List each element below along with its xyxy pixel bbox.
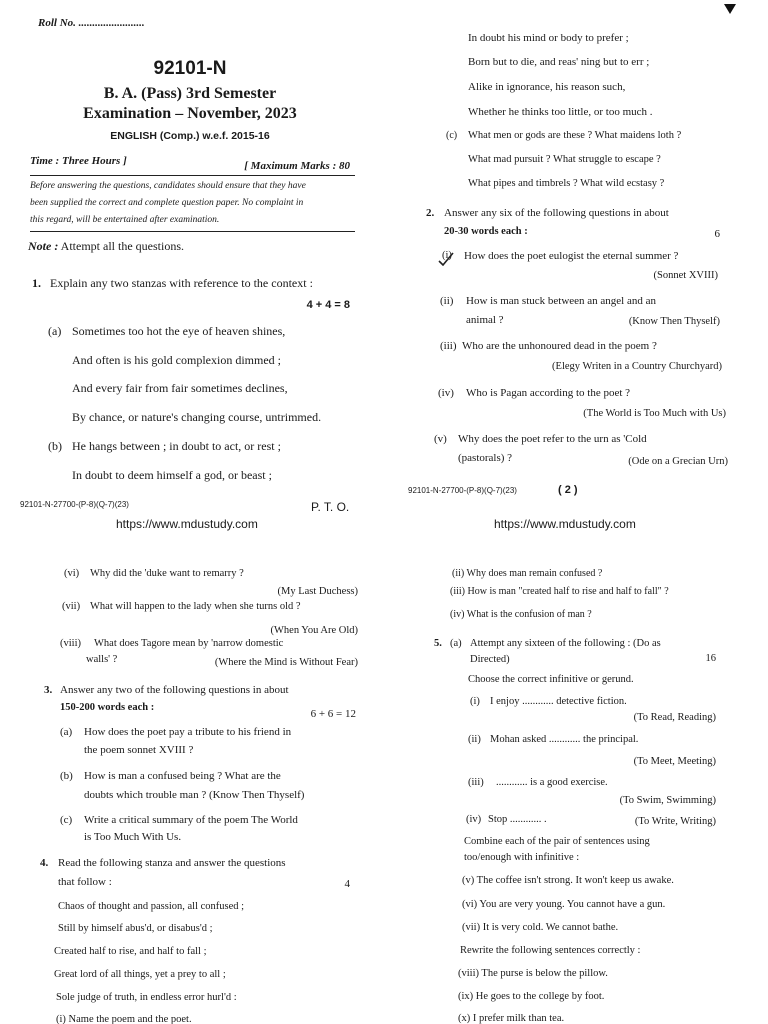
- q2-v-text-2: (pastorals) ?: [458, 452, 513, 464]
- q1-c-line-1: What men or gods are these ? What maidens loth ?: [468, 130, 682, 141]
- q2-ii-label: (ii): [440, 295, 454, 307]
- q3-c-label: (c): [60, 814, 73, 826]
- q5-viii: (viii) The purse is below the pillow.: [458, 968, 608, 979]
- header-rule-bottom: [30, 231, 355, 232]
- q1-a-line-2: And often is his gold complexion dimmed ;: [72, 353, 281, 367]
- q1-c-line-2: What mad pursuit ? What struggle to escape ?: [468, 154, 661, 165]
- q1-b-line-3: In doubt his mind or body to prefer ;: [468, 32, 629, 44]
- q1-number: 1.: [32, 276, 41, 290]
- q3-b-text-1: How is man a confused being ? What are the: [84, 770, 281, 782]
- instruction-line-2: been supplied the correct and complete question paper. No complaint in: [30, 198, 304, 208]
- q1-b-line-2: In doubt to deem himself a god, or beast ;: [72, 468, 272, 482]
- q5-vii: (vii) It is very cold. We cannot bathe.: [462, 922, 619, 933]
- note-label: Note :: [28, 239, 59, 253]
- q5-i-text: I enjoy ............ detective fiction.: [490, 696, 627, 707]
- q4-sub-i: (i) Name the poem and the poet.: [56, 1014, 192, 1024]
- q2-iv-label: (iv): [438, 387, 454, 399]
- q1-b-line-1: He hangs between ; in doubt to act, or rest ;: [72, 439, 281, 453]
- q2-vii-ref: (When You Are Old): [270, 625, 358, 636]
- q2-ii-ref: (Know Then Thyself): [628, 316, 720, 327]
- q3-a-text-1: How does the poet pay a tribute to his friend in: [84, 726, 292, 738]
- q4-text-1: Read the following stanza and answer the questions: [58, 857, 286, 869]
- max-marks: [ Maximum Marks : 80: [244, 160, 350, 172]
- q4-sub-ii: (ii) Why does man remain confused ?: [452, 568, 603, 579]
- footer-url-right: https://www.mdustudy.com: [494, 517, 636, 531]
- q5-iii-options: (To Swim, Swimming): [619, 795, 716, 806]
- q4-sub-iv: (iv) What is the confusion of man ?: [450, 609, 592, 620]
- q2-iv-ref: (The World is Too Much with Us): [583, 408, 726, 419]
- q5-i-options: (To Read, Reading): [633, 712, 716, 723]
- q4-line-5: Sole judge of truth, in endless error hurl'd :: [56, 992, 237, 1003]
- q5-ii-options: (To Meet, Meeting): [633, 756, 716, 767]
- q2-number: 2.: [426, 207, 435, 219]
- q3-marks: 6 + 6 = 12: [310, 708, 356, 720]
- q2-iii-text: Who are the unhonoured dead in the poem ?: [462, 340, 657, 352]
- q5-ii-text: Mohan asked ............ the principal.: [490, 734, 639, 745]
- q2-text-1: Answer any six of the following questions in about: [444, 207, 669, 219]
- footer-code-right: 92101-N-27700-(P-8)(Q-7)(23): [408, 486, 517, 495]
- q2-iv-text: Who is Pagan according to the poet ?: [466, 387, 631, 399]
- q1-a-line-3: And every fair from fair sometimes declines,: [72, 381, 288, 395]
- subject-title: ENGLISH (Comp.) w.e.f. 2015-16: [110, 130, 270, 142]
- q5-instruction-2b: too/enough with infinitive :: [464, 852, 580, 863]
- course-title: B. A. (Pass) 3rd Semester: [103, 85, 277, 102]
- q2-iii-label: (iii): [440, 340, 457, 352]
- q1-a-label: (a): [48, 324, 62, 338]
- q1-c-line-3: What pipes and timbrels ? What wild ecstasy ?: [468, 178, 665, 189]
- q3-text-1: Answer any two of the following questions in about: [60, 684, 289, 696]
- q1-marks: 4 + 4 = 8: [306, 299, 350, 311]
- header-rule-top: [30, 175, 355, 176]
- exam-title: Examination – November, 2023: [83, 105, 297, 122]
- roll-number: Roll No. ........................: [38, 17, 145, 29]
- note-text: Attempt all the questions.: [60, 239, 184, 253]
- instruction-line-1: Before answering the questions, candidates should ensure that they have: [30, 181, 306, 191]
- q2-viii-ref: (Where the Mind is Without Fear): [214, 657, 358, 668]
- q5-i-label: (i): [470, 696, 480, 707]
- q1-text: Explain any two stanzas with reference to the context :: [50, 276, 313, 290]
- q5-ix: (ix) He goes to the college by foot.: [458, 991, 605, 1002]
- q5-iv-label: (iv): [466, 814, 482, 825]
- q5-text-2: Directed): [470, 654, 510, 665]
- q3-a-label: (a): [60, 726, 73, 738]
- q2-viii-text-2: walls' ?: [86, 654, 118, 665]
- q5-vi: (vi) You are very young. You cannot have a gun.: [462, 899, 666, 910]
- q2-iii-ref: (Elegy Writen in a Country Churchyard): [552, 361, 722, 372]
- instruction-line-3: this regard, will be entertained after examination.: [30, 215, 220, 225]
- q5-text-1: Attempt any sixteen of the following : (Do as: [470, 638, 661, 649]
- q4-marks: 4: [344, 878, 350, 890]
- q5-x: (x) I prefer milk than tea.: [458, 1013, 565, 1024]
- q5-label: (a): [450, 638, 462, 649]
- q4-line-2: Still by himself abus'd, or disabus'd ;: [58, 923, 213, 934]
- q5-v: (v) The coffee isn't strong. It won't keep us awake.: [462, 875, 674, 886]
- q3-text-2: 150-200 words each :: [60, 702, 155, 713]
- q2-i-ref: (Sonnet XVIII): [653, 270, 718, 281]
- paper-code: 92101-N: [153, 58, 227, 79]
- q4-line-1: Chaos of thought and passion, all confused ;: [58, 901, 245, 912]
- q5-number: 5.: [434, 638, 442, 649]
- q5-iii-text: ............ is a good exercise.: [496, 777, 608, 788]
- q3-c-text-2: is Too Much With Us.: [84, 831, 182, 843]
- q2-v-label: (v): [434, 433, 447, 445]
- q5-instruction-2a: Combine each of the pair of sentences using: [464, 836, 650, 847]
- q2-ii-text-2: animal ?: [466, 314, 504, 326]
- q2-i-label: (i): [442, 250, 452, 261]
- q4-line-4: Great lord of all things, yet a prey to all ;: [54, 969, 226, 980]
- footer-pto: P. T. O.: [311, 500, 350, 514]
- q1-b-label: (b): [48, 439, 62, 453]
- q2-v-ref: (Ode on a Grecian Urn): [628, 456, 728, 467]
- q5-iv-options: (To Write, Writing): [634, 816, 716, 827]
- q2-ii-text-1: How is man stuck between an angel and an: [466, 295, 656, 307]
- q3-number: 3.: [44, 684, 53, 696]
- q4-sub-iii: (iii) How is man "created half to rise and half to fall" ?: [450, 586, 669, 597]
- q2-viii-label: (viii): [60, 638, 81, 649]
- q3-b-text-2: doubts which trouble man ? (Know Then Thyself): [84, 789, 305, 801]
- q1-b-line-5: Alike in ignorance, his reason such,: [468, 81, 626, 93]
- footer-url-left: https://www.mdustudy.com: [116, 517, 258, 531]
- q1-b-line-4: Born but to die, and reas' ning but to err ;: [468, 56, 650, 68]
- q1-a-line-4: By chance, or nature's changing course, untrimmed.: [72, 410, 322, 424]
- q3-a-text-2: the poem sonnet XVIII ?: [84, 744, 194, 756]
- q1-b-line-6: Whether he thinks too little, or too much .: [468, 106, 653, 118]
- q5-marks: 16: [705, 653, 716, 664]
- bottom-spread: [0, 548, 768, 1024]
- q2-vi-ref: (My Last Duchess): [277, 586, 358, 597]
- q4-number: 4.: [40, 857, 49, 869]
- q5-ii-label: (ii): [468, 734, 481, 745]
- q2-vi-text: Why did the 'duke want to remarry ?: [90, 568, 244, 579]
- q2-v-text-1: Why does the poet refer to the urn as 'Cold: [458, 433, 647, 445]
- q2-vii-label: (vii): [62, 601, 81, 612]
- footer-code-left: 92101-N-27700-(P-8)(Q-7)(23): [20, 500, 129, 509]
- q4-line-3: Created half to rise, and half to fall ;: [54, 946, 207, 957]
- q5-iv-text: Stop ............ .: [488, 814, 547, 825]
- time-label: Time : Three Hours ]: [30, 155, 127, 167]
- q1-a-line-1: Sometimes too hot the eye of heaven shines,: [72, 324, 286, 338]
- q5-instruction-1: Choose the correct infinitive or gerund.: [468, 674, 634, 685]
- q2-vi-label: (vi): [64, 568, 80, 579]
- q3-c-text-1: Write a critical summary of the poem The World: [84, 814, 298, 826]
- q5-instruction-3: Rewrite the following sentences correctly :: [460, 945, 641, 956]
- tick-mark-icon: [438, 252, 454, 266]
- q5-iii-label: (iii): [468, 777, 484, 788]
- q2-marks: 6: [714, 228, 720, 240]
- q3-b-label: (b): [60, 770, 73, 782]
- q4-text-2: that follow :: [58, 876, 112, 888]
- q1-c-label: (c): [446, 130, 458, 141]
- q2-i-text: How does the poet eulogist the eternal summer ?: [464, 250, 679, 262]
- footer-page-number: ( 2 ): [558, 484, 578, 496]
- q2-vii-text: What will happen to the lady when she turns old ?: [90, 601, 301, 612]
- note: [28, 239, 184, 254]
- q2-text-2: 20-30 words each :: [444, 226, 528, 237]
- q2-viii-text-1: What does Tagore mean by 'narrow domestic: [94, 638, 284, 649]
